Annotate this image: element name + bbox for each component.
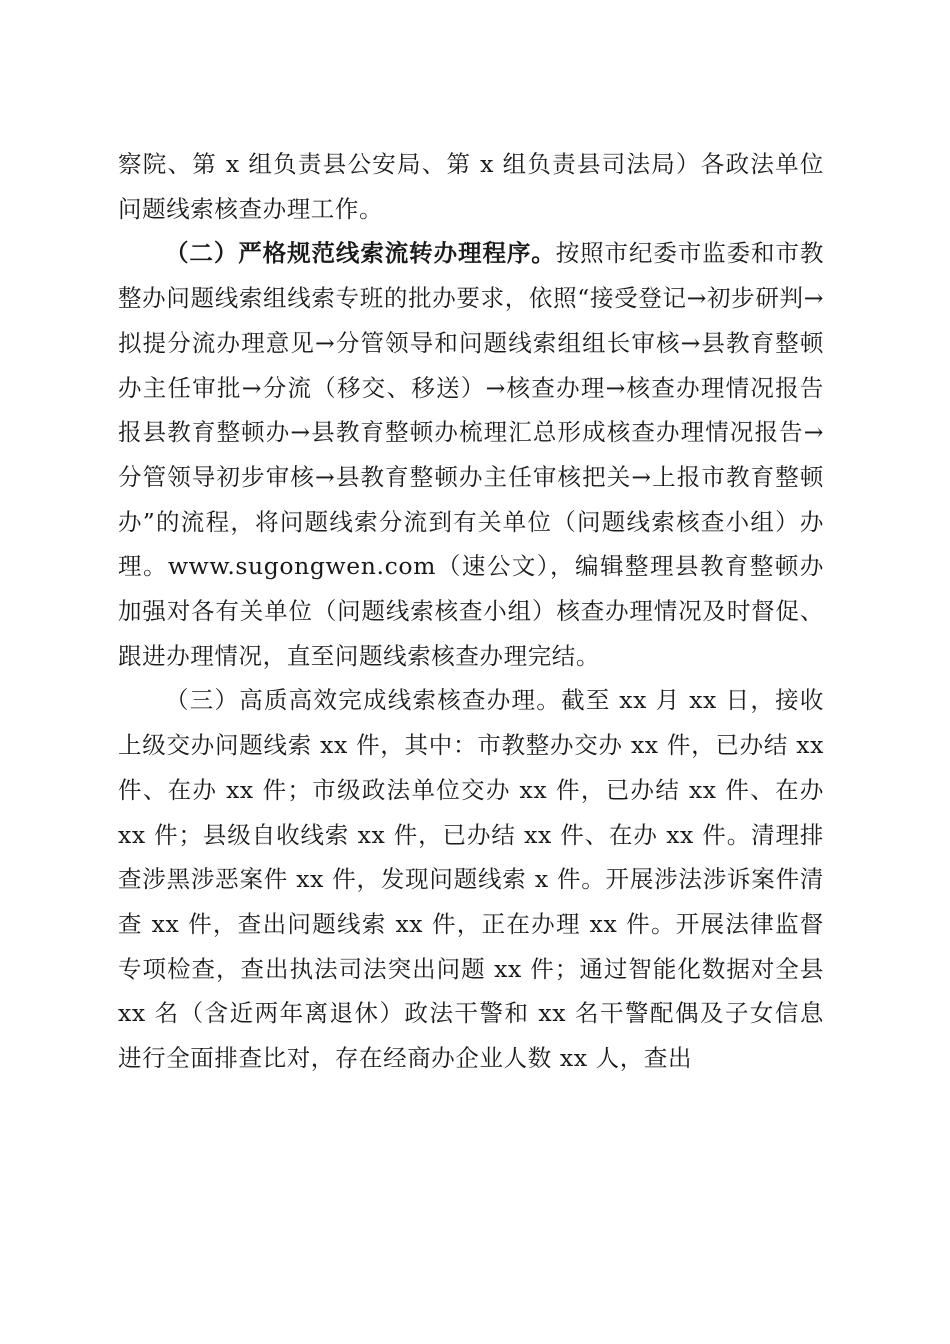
section-two-body: 按照市纪委市监委和市教整办问题线索组线索专班的批办要求，依照“接受登记→初步研判→拟提分流办理意见→分管领导和问题线索组组长审核→县教育整顿办主任审批→分流（移交、移送）→核查办理→核查办理情况报告报县教育整顿办→县教育整顿办梳理汇总形成核查办理情况报告→分管领导初步审核→县教育整顿办主任审核把关→上报市教育整顿办”的流程，将问题线索分流到有关单位（问题线索核查小组）办理。www.sugongwen.com（速公文），编辑整理县教育整顿办加强对各有关单位（问题线索核查小组）核查办理情况及时督促、跟进办理情况，直至问题线索核查办理完结。 — [118, 239, 824, 670]
paragraph-continuation: 察院、第 x 组负责县公安局、第 x 组负责县司法局）各政法单位问题线索核查办理工作。 — [118, 150, 824, 223]
paragraph-section-three — [118, 678, 824, 1080]
section-two-heading: （二）严格规范线索流转办理程序。 — [165, 239, 556, 268]
document-body — [118, 142, 824, 1081]
paragraph-section-two — [118, 231, 824, 678]
section-three-body: 截至 xx 月 xx 日，接收上级交办问题线索 xx 件，其中：市教整办交办 xx 件，已办结 xx 件、在办 xx 件；市级政法单位交办 xx 件，已办结 xx 件、在办 xx 件；县级自收线索 xx 件，已办结 xx 件、在办 xx 件。清理排查涉黑涉恶案件 xx 件，发现问题线索 x 件。开展涉法涉诉案件清查 xx 件，查出问题线索 xx 件，正在办理 xx 件。开展法律监督专项检查，查出执法司法突出问题 xx 件；通过智能化数据对全县 xx 名（含近两年离退休）政法干警和 xx 名干警配偶及子女信息进行全面排查比对，存在经商办企业人数 xx 人，查出 — [118, 686, 824, 1073]
section-three-heading: （三）高质高效完成线索核查办理。 — [165, 686, 562, 715]
